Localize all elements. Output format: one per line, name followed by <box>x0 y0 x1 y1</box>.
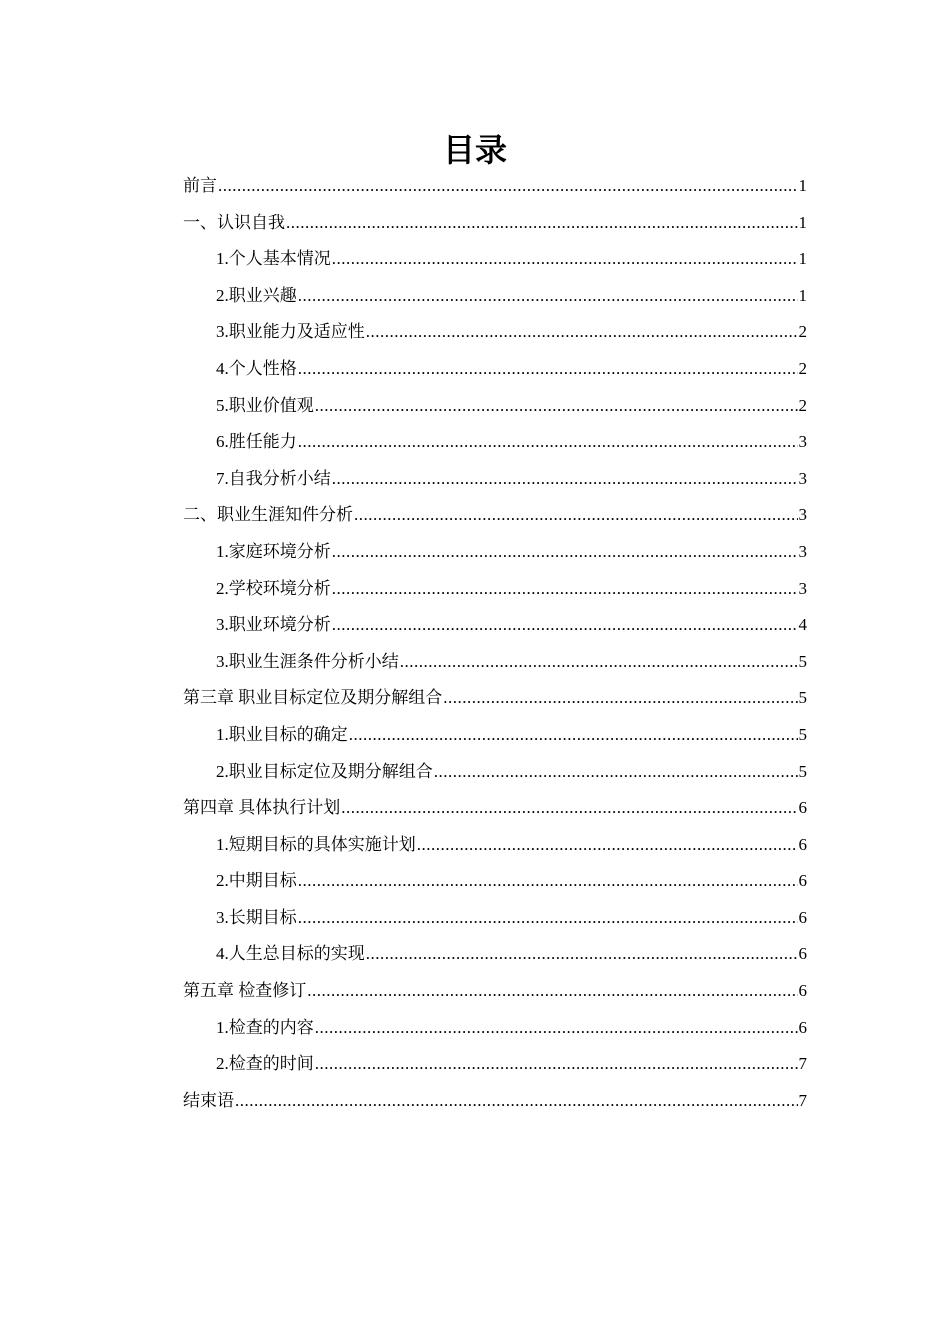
dot-leader <box>443 680 797 717</box>
toc-entry[interactable] <box>183 863 807 900</box>
toc-entry-label: 第五章 检查修订 <box>183 981 307 1001</box>
toc-entry-label: 1.短期目标的具体实施计划 <box>216 834 416 854</box>
toc-entry-page-number: 3 <box>798 578 807 598</box>
toc-entry-label: 1.家庭环境分析 <box>216 541 331 561</box>
toc-entry-page-number: 7 <box>798 1090 807 1110</box>
dot-leader <box>400 644 798 681</box>
dot-leader <box>218 168 798 205</box>
toc-entry-page-number: 1 <box>798 212 807 232</box>
toc-entry[interactable] <box>183 717 807 754</box>
toc-entry-label: 3.职业能力及适应性 <box>216 322 365 342</box>
toc-entry-page-number: 2 <box>798 358 807 378</box>
dot-leader <box>366 936 798 973</box>
toc-entry[interactable] <box>183 644 807 681</box>
toc-entry-page-number: 6 <box>798 944 807 964</box>
toc-entry-label: 前言 <box>183 176 217 195</box>
toc-entry[interactable] <box>183 936 807 973</box>
toc-entry[interactable] <box>183 388 807 425</box>
toc-entry[interactable] <box>183 278 807 315</box>
dot-leader <box>354 497 798 534</box>
toc-entry[interactable] <box>183 351 807 388</box>
toc-entry-page-number: 5 <box>798 724 807 744</box>
dot-leader <box>332 571 798 608</box>
toc-entry-label: 第三章 职业目标定位及期分解组合 <box>183 688 443 708</box>
toc-entry-page-number: 1 <box>798 285 807 305</box>
toc-entry-label: 7.自我分析小结 <box>216 468 331 488</box>
toc-entry-page-number: 1 <box>798 176 807 195</box>
toc-entry-page-number: 5 <box>798 688 807 708</box>
toc-entry[interactable] <box>183 754 807 791</box>
toc-entry[interactable] <box>183 497 807 534</box>
toc-entry-label: 2.中期目标 <box>216 871 297 891</box>
toc-entry-label: 二、职业生涯知件分析 <box>183 505 353 525</box>
toc-entry-label: 4.个人性格 <box>216 358 297 378</box>
toc-entry-page-number: 6 <box>798 871 807 891</box>
toc-entry-page-number: 6 <box>798 834 807 854</box>
page-title: 目录 <box>442 131 507 169</box>
toc-entry-label: 第四章 具体执行计划 <box>183 798 341 818</box>
toc-entry[interactable] <box>183 461 807 498</box>
toc-entry[interactable] <box>183 424 807 461</box>
toc-entry[interactable] <box>183 241 807 278</box>
dot-leader <box>332 607 798 644</box>
dot-leader <box>298 278 798 315</box>
dot-leader <box>286 205 798 242</box>
table-of-contents <box>183 168 807 1119</box>
toc-entry-page-number: 6 <box>798 1017 807 1037</box>
toc-entry-page-number: 7 <box>798 1054 807 1074</box>
toc-entry-label: 2.职业目标定位及期分解组合 <box>216 761 433 781</box>
toc-entry-label: 6.胜任能力 <box>216 432 297 452</box>
toc-entry-label: 3.职业生涯条件分析小结 <box>216 651 399 671</box>
toc-entry-page-number: 5 <box>798 761 807 781</box>
dot-leader <box>298 900 798 937</box>
dot-leader <box>332 461 798 498</box>
toc-entry-label: 1.个人基本情况 <box>216 249 331 269</box>
toc-entry-label: 4.人生总目标的实现 <box>216 944 365 964</box>
toc-entry[interactable] <box>183 607 807 644</box>
dot-leader <box>434 754 798 791</box>
dot-leader <box>315 1046 798 1083</box>
toc-entry[interactable] <box>183 900 807 937</box>
toc-entry-page-number: 6 <box>798 798 807 818</box>
toc-entry[interactable] <box>183 1010 807 1047</box>
toc-entry[interactable] <box>183 790 807 827</box>
dot-leader <box>298 351 798 388</box>
toc-entry-label: 3.职业环境分析 <box>216 615 331 635</box>
dot-leader <box>298 424 798 461</box>
toc-entry-page-number: 4 <box>798 615 807 635</box>
dot-leader <box>332 534 798 571</box>
dot-leader <box>349 717 798 754</box>
dot-leader <box>417 827 798 864</box>
dot-leader <box>315 388 798 425</box>
toc-entry[interactable] <box>183 205 807 242</box>
toc-entry[interactable] <box>183 1083 807 1120</box>
toc-entry[interactable] <box>183 534 807 571</box>
toc-entry-label: 2.职业兴趣 <box>216 285 297 305</box>
dot-leader <box>315 1010 798 1047</box>
toc-entry-page-number: 6 <box>798 907 807 927</box>
toc-entry-page-number: 3 <box>798 541 807 561</box>
dot-leader <box>298 863 798 900</box>
toc-entry[interactable] <box>183 168 807 205</box>
dot-leader <box>366 314 798 351</box>
toc-entry-label: 5.职业价值观 <box>216 395 314 415</box>
toc-entry[interactable] <box>183 571 807 608</box>
toc-entry-page-number: 5 <box>798 651 807 671</box>
dot-leader <box>235 1083 798 1120</box>
toc-entry-label: 一、认识自我 <box>183 212 285 232</box>
dot-leader <box>307 973 797 1010</box>
dot-leader <box>341 790 797 827</box>
toc-entry[interactable] <box>183 973 807 1010</box>
toc-entry[interactable] <box>183 827 807 864</box>
toc-entry-label: 2.学校环境分析 <box>216 578 331 598</box>
toc-entry[interactable] <box>183 680 807 717</box>
toc-entry-label: 2.检查的时间 <box>216 1054 314 1074</box>
toc-entry-label: 结束语 <box>183 1090 234 1110</box>
toc-entry-label: 1.检查的内容 <box>216 1017 314 1037</box>
toc-entry[interactable] <box>183 314 807 351</box>
toc-entry-label: 1.职业目标的确定 <box>216 724 348 744</box>
toc-entry-page-number: 3 <box>798 432 807 452</box>
toc-entry-page-number: 6 <box>798 981 807 1001</box>
toc-entry[interactable] <box>183 1046 807 1083</box>
toc-entry-page-number: 2 <box>798 395 807 415</box>
toc-entry-page-number: 3 <box>798 468 807 488</box>
toc-entry-page-number: 1 <box>798 249 807 269</box>
toc-entry-page-number: 3 <box>798 505 807 525</box>
dot-leader <box>332 241 798 278</box>
toc-entry-page-number: 2 <box>798 322 807 342</box>
toc-entry-label: 3.长期目标 <box>216 907 297 927</box>
